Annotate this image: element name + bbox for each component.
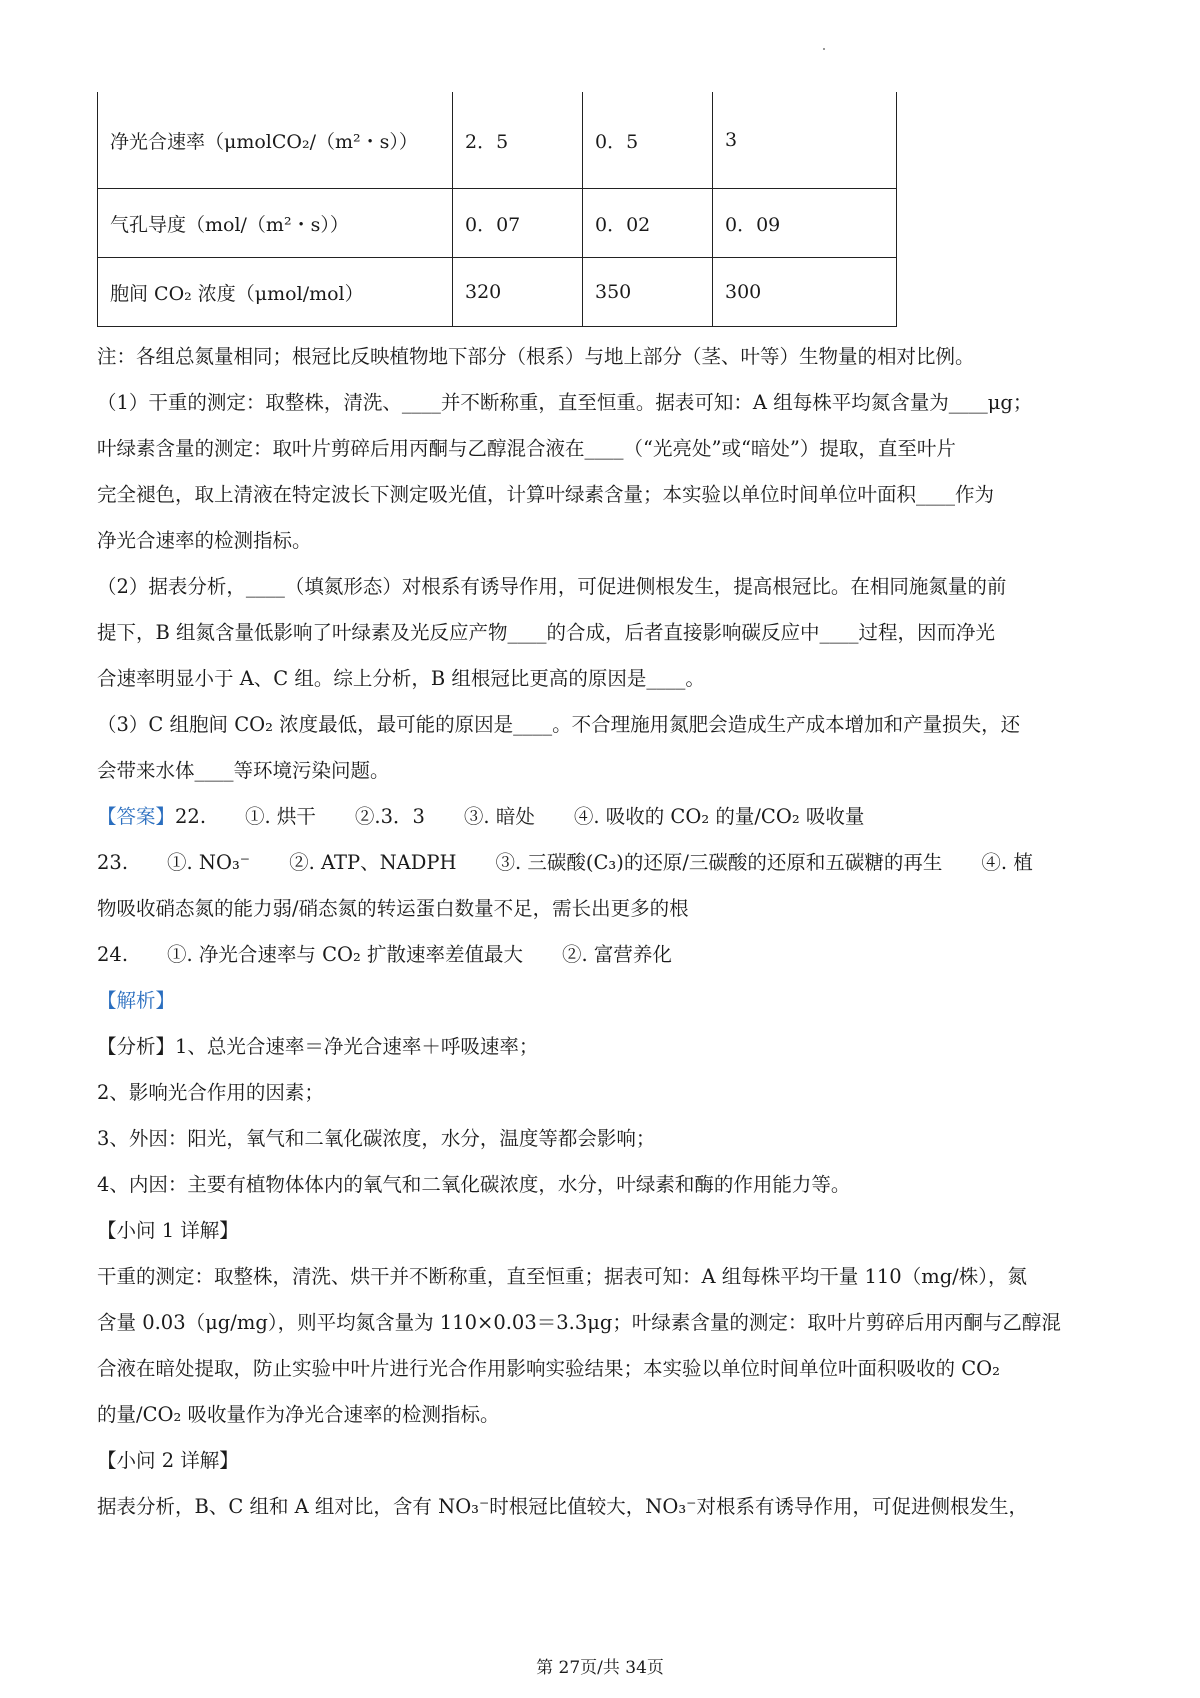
question-line: （2）据表分析，____（填氮形态）对根系有诱导作用，可促进侧根发生，提高根冠比。在相同施氮量的前	[97, 575, 1007, 598]
analysis-line: 3、外因：阳光，氧气和二氧化碳浓度，水分，温度等都会影响；	[97, 1127, 656, 1150]
question-line: 合速率明显小于 A、C 组。综上分析，B 组根冠比更高的原因是____。	[97, 667, 705, 690]
analysis-line: 【小问 1 详解】	[97, 1219, 239, 1242]
table-row	[98, 189, 897, 258]
analysis-tag: 【解析】	[97, 989, 176, 1012]
table-row	[98, 258, 897, 327]
analysis-line: 【小问 2 详解】	[97, 1449, 239, 1472]
table-cell-b: 350	[583, 258, 713, 327]
analysis-line: 含量 0.03（μg/mg），则平均氮含量为 110×0.03＝3.3μg；叶绿素含量的测定：取叶片剪碎后用丙酮与乙醇混	[97, 1311, 1061, 1334]
answer-tag: 【答案】	[97, 805, 176, 828]
question-line: （1）干重的测定：取整株，清洗、____并不断称重，直至恒重。据表可知：A 组每株平均氮含量为____μg；	[97, 391, 1033, 414]
page-footer: 第 27页/共 34页	[536, 1658, 664, 1678]
table-cell-c: 300	[713, 258, 897, 327]
table-cell-b: 0．5	[583, 92, 713, 189]
answer-section	[97, 794, 1107, 978]
question-line: 提下，B 组氮含量低影响了叶绿素及光反应产物____的合成，后者直接影响碳反应中____过程，因而净光	[97, 621, 996, 644]
question-line: 会带来水体____等环境污染问题。	[97, 759, 390, 782]
table-cell-a: 320	[453, 258, 583, 327]
answer-line	[97, 794, 1107, 840]
question-line: 叶绿素含量的测定：取叶片剪碎后用丙酮与乙醇混合液在____（“光亮处”或“暗处”）提取，直至叶片	[97, 437, 956, 460]
table-row	[98, 92, 897, 189]
table-cell-b: 0．02	[583, 189, 713, 258]
analysis-line: 4、内因：主要有植物体体内的氧气和二氧化碳浓度，水分，叶绿素和酶的作用能力等。	[97, 1173, 851, 1196]
answer-line: 23. ①. NO₃⁻ ②. ATP、NADPH ③. 三碳酸(C₃)的还原/三碳酸的还原和五碳糖的再生 ④. 植	[97, 851, 1033, 874]
table-cell-a: 0．07	[453, 189, 583, 258]
table-cell-label: 气孔导度（mol/（m²・s））	[98, 189, 453, 258]
table-cell-c: 0．09	[713, 189, 897, 258]
analysis-line: 干重的测定：取整株，清洗、烘干并不断称重，直至恒重；据表可知：A 组每株平均干量 110（mg/株），氮	[97, 1265, 1027, 1288]
question-line: （3）C 组胞间 CO₂ 浓度最低，最可能的原因是____。不合理施用氮肥会造成生产成本增加和产量损失，还	[97, 713, 1021, 736]
answer-line: 24. ①. 净光合速率与 CO₂ 扩散速率差值最大 ②. 富营养化	[97, 943, 672, 966]
analysis-line: 合液在暗处提取，防止实验中叶片进行光合作用影响实验结果；本实验以单位时间单位叶面积吸收的 CO₂	[97, 1357, 1000, 1380]
question-text	[97, 334, 1107, 794]
question-line: 净光合速率的检测指标。	[97, 529, 312, 552]
scan-dot	[823, 48, 825, 50]
question-line: 完全褪色，取上清液在特定波长下测定吸光值，计算叶绿素含量；本实验以单位时间单位叶面积____作为	[97, 483, 995, 506]
table-cell-label: 胞间 CO₂ 浓度（μmol/mol）	[98, 258, 453, 327]
analysis-section	[97, 978, 1107, 1530]
table-cell-c: 3	[713, 92, 897, 189]
analysis-line: 据表分析，B、C 组和 A 组对比，含有 NO₃⁻时根冠比值较大，NO₃⁻对根系有诱导作用，可促进侧根发生，	[97, 1495, 1028, 1518]
analysis-line: 2、影响光合作用的因素；	[97, 1081, 324, 1104]
table-cell-a: 2．5	[453, 92, 583, 189]
analysis-line: 【分析】1、总光合速率＝净光合速率＋呼吸速率；	[97, 1035, 539, 1058]
analysis-line: 的量/CO₂ 吸收量作为净光合速率的检测指标。	[97, 1403, 500, 1426]
note-line: 注：各组总氮量相同；根冠比反映植物地下部分（根系）与地上部分（茎、叶等）生物量的相对比例。	[97, 345, 975, 368]
table-cell-label: 净光合速率（μmolCO₂/（m²・s））	[98, 92, 453, 189]
data-table	[97, 92, 897, 327]
answer-text: 22. ①. 烘干 ②.3．3 ③. 暗处 ④. 吸收的 CO₂ 的量/CO₂ 吸收量	[175, 805, 865, 828]
answer-line: 物吸收硝态氮的能力弱/硝态氮的转运蛋白数量不足，需长出更多的根	[97, 897, 689, 920]
